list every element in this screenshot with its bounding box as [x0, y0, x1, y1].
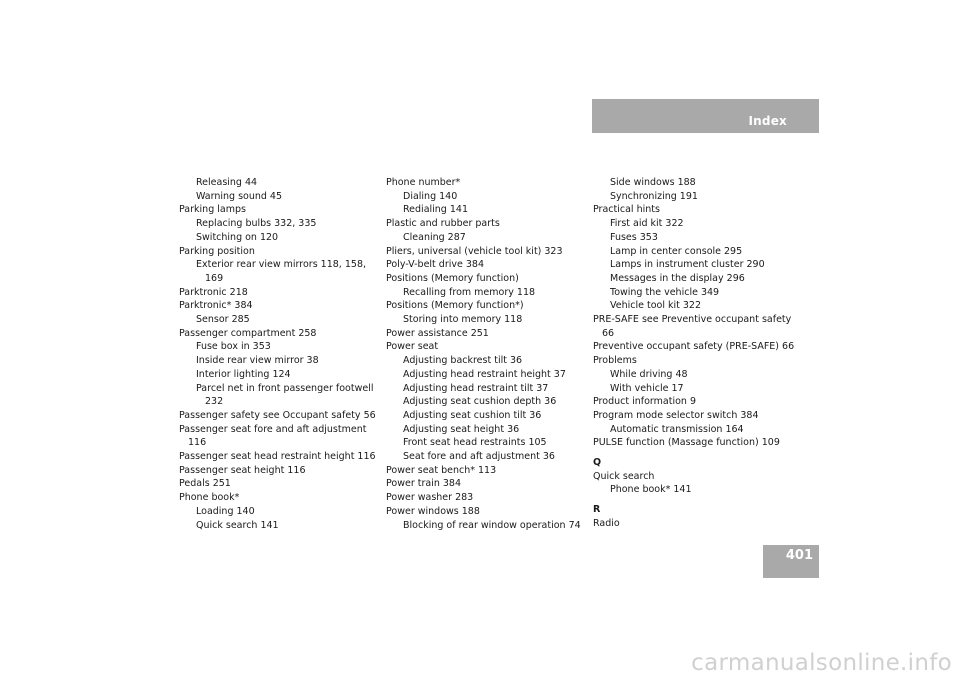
index-entry: Pedals 251 — [179, 478, 231, 490]
index-subentry: Exterior rear view mirrors 118, 158, — [196, 259, 367, 271]
index-entry: Power windows 188 — [386, 505, 480, 517]
index-subentry: Lamps in instrument cluster 290 — [610, 259, 765, 271]
index-entry: Program mode selector switch 384 — [593, 409, 759, 421]
index-subentry: Quick search 141 — [196, 519, 279, 531]
index-entry: Positions (Memory function*) — [386, 300, 524, 312]
index-subentry: Releasing 44 — [196, 177, 258, 188]
index-subentry: Adjusting seat height 36 — [403, 423, 520, 435]
section-header-tab — [592, 99, 819, 133]
index-subentry: Fuse box in 353 — [196, 341, 271, 353]
index-entry: Passenger seat height 116 — [179, 464, 306, 476]
index-subentry: Phone book* 141 — [610, 484, 692, 496]
index-entry: Phone number* — [386, 177, 461, 188]
index-subentry: Synchronizing 191 — [610, 190, 698, 202]
index-entry: PRE-SAFE see Preventive occupant safety — [593, 314, 792, 326]
index-subentry: 232 — [205, 396, 224, 408]
index-subentry: With vehicle 17 — [610, 382, 684, 394]
index-entry: Positions (Memory function) — [386, 272, 519, 284]
page-number: 401 — [785, 548, 813, 563]
index-subentry: Warning sound 45 — [196, 190, 283, 202]
index-column-2 — [386, 176, 586, 532]
index-subentry: Interior lighting 124 — [196, 368, 291, 380]
index-entry: Parktronic 218 — [179, 286, 248, 298]
index-entry: Power seat bench* 113 — [386, 464, 497, 476]
index-subentry: Automatic transmission 164 — [610, 423, 744, 435]
index-entry: Poly-V-belt drive 384 — [386, 259, 484, 271]
index-subentry: First aid kit 322 — [610, 218, 684, 230]
index-subentry: Redialing 141 — [403, 204, 468, 216]
index-subentry: Parcel net in front passenger footwell — [196, 382, 374, 394]
index-entry: Product information 9 — [593, 396, 696, 408]
index-subentry: Adjusting seat cushion depth 36 — [403, 396, 557, 408]
index-entry: Parking lamps — [179, 204, 246, 216]
index-subentry: While driving 48 — [610, 368, 688, 380]
index-entry: Pliers, universal (vehicle tool kit) 323 — [386, 245, 563, 257]
index-subentry: Front seat head restraints 105 — [403, 437, 547, 449]
index-entry: Passenger seat fore and aft adjustment — [179, 423, 367, 435]
index-subentry: 169 — [205, 272, 224, 284]
index-subentry: Seat fore and aft adjustment 36 — [403, 451, 555, 463]
index-entry: Preventive occupant safety (PRE-SAFE) 66 — [593, 341, 795, 353]
index-letter-heading: R — [593, 504, 601, 516]
index-subentry: Adjusting seat cushion tilt 36 — [403, 409, 542, 421]
index-column-3 — [593, 176, 798, 531]
page-number-tab — [763, 545, 819, 578]
index-subentry: Side windows 188 — [610, 177, 696, 188]
index-subentry: Loading 140 — [196, 505, 255, 517]
index-subentry: Inside rear view mirror 38 — [196, 355, 319, 367]
index-subentry: Towing the vehicle 349 — [610, 286, 720, 298]
index-entry: Power washer 283 — [386, 492, 474, 504]
section-title: Index — [748, 114, 787, 128]
watermark: carmanualsonline.info — [691, 650, 952, 676]
index-subentry: Storing into memory 118 — [403, 314, 523, 326]
index-entry: Parktronic* 384 — [179, 300, 253, 312]
index-entry: Problems — [593, 355, 637, 367]
index-entry: Power assistance 251 — [386, 327, 489, 339]
index-letter-heading: Q — [593, 457, 602, 469]
index-subentry: 66 — [602, 327, 615, 339]
index-entry: Power seat — [386, 341, 439, 353]
index-subentry: Blocking of rear window operation 74 — [403, 519, 581, 531]
index-entry: Phone book* — [179, 492, 240, 504]
index-subentry: Adjusting head restraint tilt 37 — [403, 382, 549, 394]
index-entry: Passenger safety see Occupant safety 56 — [179, 409, 376, 421]
index-subentry: Recalling from memory 118 — [403, 286, 536, 298]
index-subentry: Replacing bulbs 332, 335 — [196, 218, 317, 230]
index-subentry: Adjusting head restraint height 37 — [403, 368, 566, 380]
index-subentry: Lamp in center console 295 — [610, 245, 743, 257]
index-subentry: Vehicle tool kit 322 — [610, 300, 702, 312]
index-entry: Passenger seat head restraint height 116 — [179, 451, 376, 463]
index-subentry: Fuses 353 — [610, 231, 658, 243]
index-subentry: Dialing 140 — [403, 190, 458, 202]
index-entry: Radio — [593, 517, 620, 529]
index-entry: Practical hints — [593, 204, 660, 216]
index-entry: PULSE function (Massage function) 109 — [593, 437, 780, 449]
index-subentry: Switching on 120 — [196, 231, 279, 243]
index-entry: Parking position — [179, 245, 255, 257]
index-entry: Quick search — [593, 470, 655, 482]
index-subentry: Sensor 285 — [196, 314, 250, 326]
index-subentry: 116 — [188, 437, 207, 449]
index-subentry: Messages in the display 296 — [610, 272, 745, 284]
index-entry: Plastic and rubber parts — [386, 218, 500, 230]
index-entry: Passenger compartment 258 — [179, 327, 317, 339]
index-column-1 — [179, 176, 375, 532]
index-subentry: Cleaning 287 — [403, 231, 466, 243]
index-entry: Power train 384 — [386, 478, 462, 490]
index-subentry: Adjusting backrest tilt 36 — [403, 355, 523, 367]
